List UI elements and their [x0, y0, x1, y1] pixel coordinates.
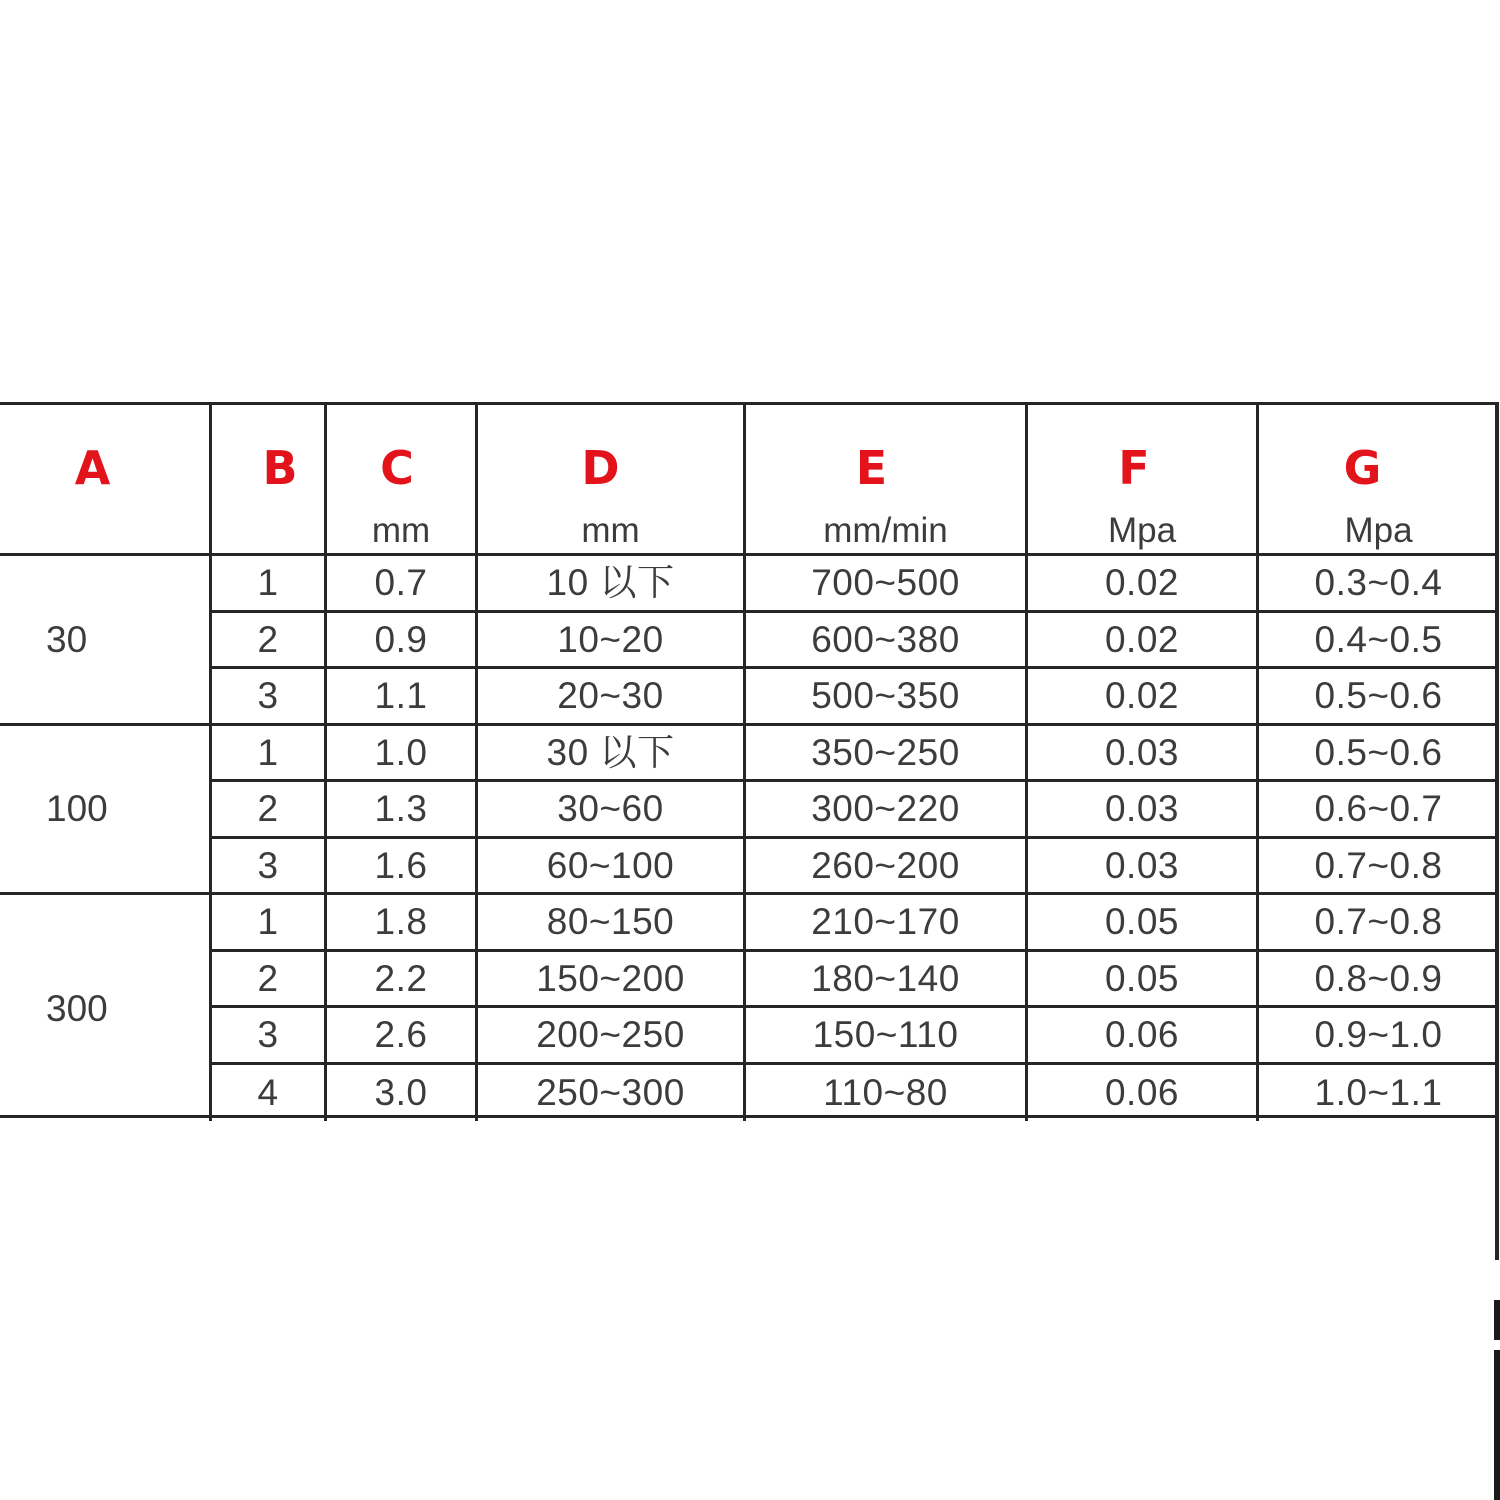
header-cell-b: [212, 405, 327, 556]
cell-e: 110~80: [746, 1065, 1028, 1122]
cell-b: 1: [212, 895, 327, 952]
cell-f: 0.05: [1028, 895, 1259, 952]
cell-d: 20~30: [478, 669, 746, 726]
cell-c: 1.8: [327, 895, 478, 952]
cell-f: 0.02: [1028, 613, 1259, 670]
cell-f: 0.05: [1028, 952, 1259, 1009]
column-unit-f: Mpa: [1107, 511, 1177, 550]
cell-d: 30~60: [478, 782, 746, 839]
cell-d: 200~250: [478, 1008, 746, 1065]
cell-g: 0.4~0.5: [1259, 613, 1498, 670]
column-letter-d: D: [581, 441, 620, 495]
cell-g: 0.9~1.0: [1259, 1008, 1498, 1065]
cell-f: 0.03: [1028, 839, 1259, 896]
cell-d: 250~300: [478, 1065, 746, 1122]
cell-e: 350~250: [746, 726, 1028, 783]
cell-d: 60~100: [478, 839, 746, 896]
group-cell-a: 300: [0, 895, 212, 1121]
cell-g: 0.7~0.8: [1259, 839, 1498, 896]
edge-fragment: [1494, 1300, 1500, 1340]
cell-g: 1.0~1.1: [1314, 1072, 1443, 1114]
cell-b: 1: [212, 556, 327, 613]
column-unit-d: mm: [581, 511, 640, 550]
cell-g: 0.5~0.6: [1259, 726, 1498, 783]
cell-c: 2.2: [327, 952, 478, 1009]
cell-b: 3: [212, 669, 327, 726]
cell-e: 150~110: [746, 1008, 1028, 1065]
cell-c: 1.3: [327, 782, 478, 839]
header-cell-g: [1259, 405, 1498, 556]
cell-e: 600~380: [746, 613, 1028, 670]
cell-d: 150~200: [478, 952, 746, 1009]
column-letter-b: B: [262, 441, 298, 495]
header-cell-e: [746, 405, 1028, 556]
cell-g: 0.6~0.7: [1259, 782, 1498, 839]
cell-b: 3: [212, 1008, 327, 1065]
group-cell-a: 30: [0, 556, 212, 726]
cell-b: 2: [212, 952, 327, 1009]
cell-b: 2: [212, 613, 327, 670]
header-cell-f: [1028, 405, 1259, 556]
cell-e: 300~220: [746, 782, 1028, 839]
cell-c: 2.6: [327, 1008, 478, 1065]
cell-f: 0.03: [1028, 782, 1259, 839]
edge-fragment: [1494, 1350, 1500, 1500]
cell-f: 0.03: [1028, 726, 1259, 783]
cell-g: 0.8~0.9: [1259, 952, 1498, 1009]
cell-c: 1.6: [327, 839, 478, 896]
cell-e: 260~200: [746, 839, 1028, 896]
cell-f: 0.06: [1028, 1065, 1259, 1122]
column-unit-e: mm/min: [823, 511, 948, 550]
cell-b: 4: [212, 1065, 327, 1122]
column-letter-a: A: [74, 441, 111, 495]
cell-g: 0.7~0.8: [1259, 895, 1498, 952]
header-cell-c: [327, 405, 478, 556]
column-letter-f: F: [1118, 441, 1150, 495]
cell-c: 0.9: [327, 613, 478, 670]
cell-f: 0.02: [1028, 556, 1259, 613]
header-cell-d: [478, 405, 746, 556]
cell-g: 0.5~0.6: [1259, 669, 1498, 726]
cell-c: 1.1: [327, 669, 478, 726]
column-letter-e: E: [855, 441, 888, 495]
cell-d: 30 以下: [478, 726, 746, 783]
cell-b: 1: [212, 726, 327, 783]
column-letter-c: C: [380, 441, 414, 495]
page-edge-line: [1495, 402, 1499, 1260]
cell-c: 1.0: [327, 726, 478, 783]
cell-c: 0.7: [327, 556, 478, 613]
column-unit-g: Mpa: [1344, 511, 1413, 550]
group-cell-a: 100: [0, 726, 212, 896]
cell-g: 0.3~0.4: [1259, 556, 1498, 613]
cell-b: 2: [212, 782, 327, 839]
cell-d: 10 以下: [478, 556, 746, 613]
cell-e: 500~350: [746, 669, 1028, 726]
cell-f: 0.06: [1028, 1008, 1259, 1065]
cell-e: 700~500: [746, 556, 1028, 613]
cell-e: 210~170: [746, 895, 1028, 952]
parameter-table: [0, 402, 1498, 1118]
column-letter-g: G: [1343, 441, 1382, 495]
cell-c: 3.0: [327, 1065, 478, 1122]
cell-d: 80~150: [478, 895, 746, 952]
cell-f: 0.02: [1028, 669, 1259, 726]
cell-b: 3: [212, 839, 327, 896]
cell-e: 180~140: [746, 952, 1028, 1009]
cell-d: 10~20: [478, 613, 746, 670]
column-unit-c: mm: [371, 511, 431, 550]
header-cell-a: [0, 405, 212, 556]
